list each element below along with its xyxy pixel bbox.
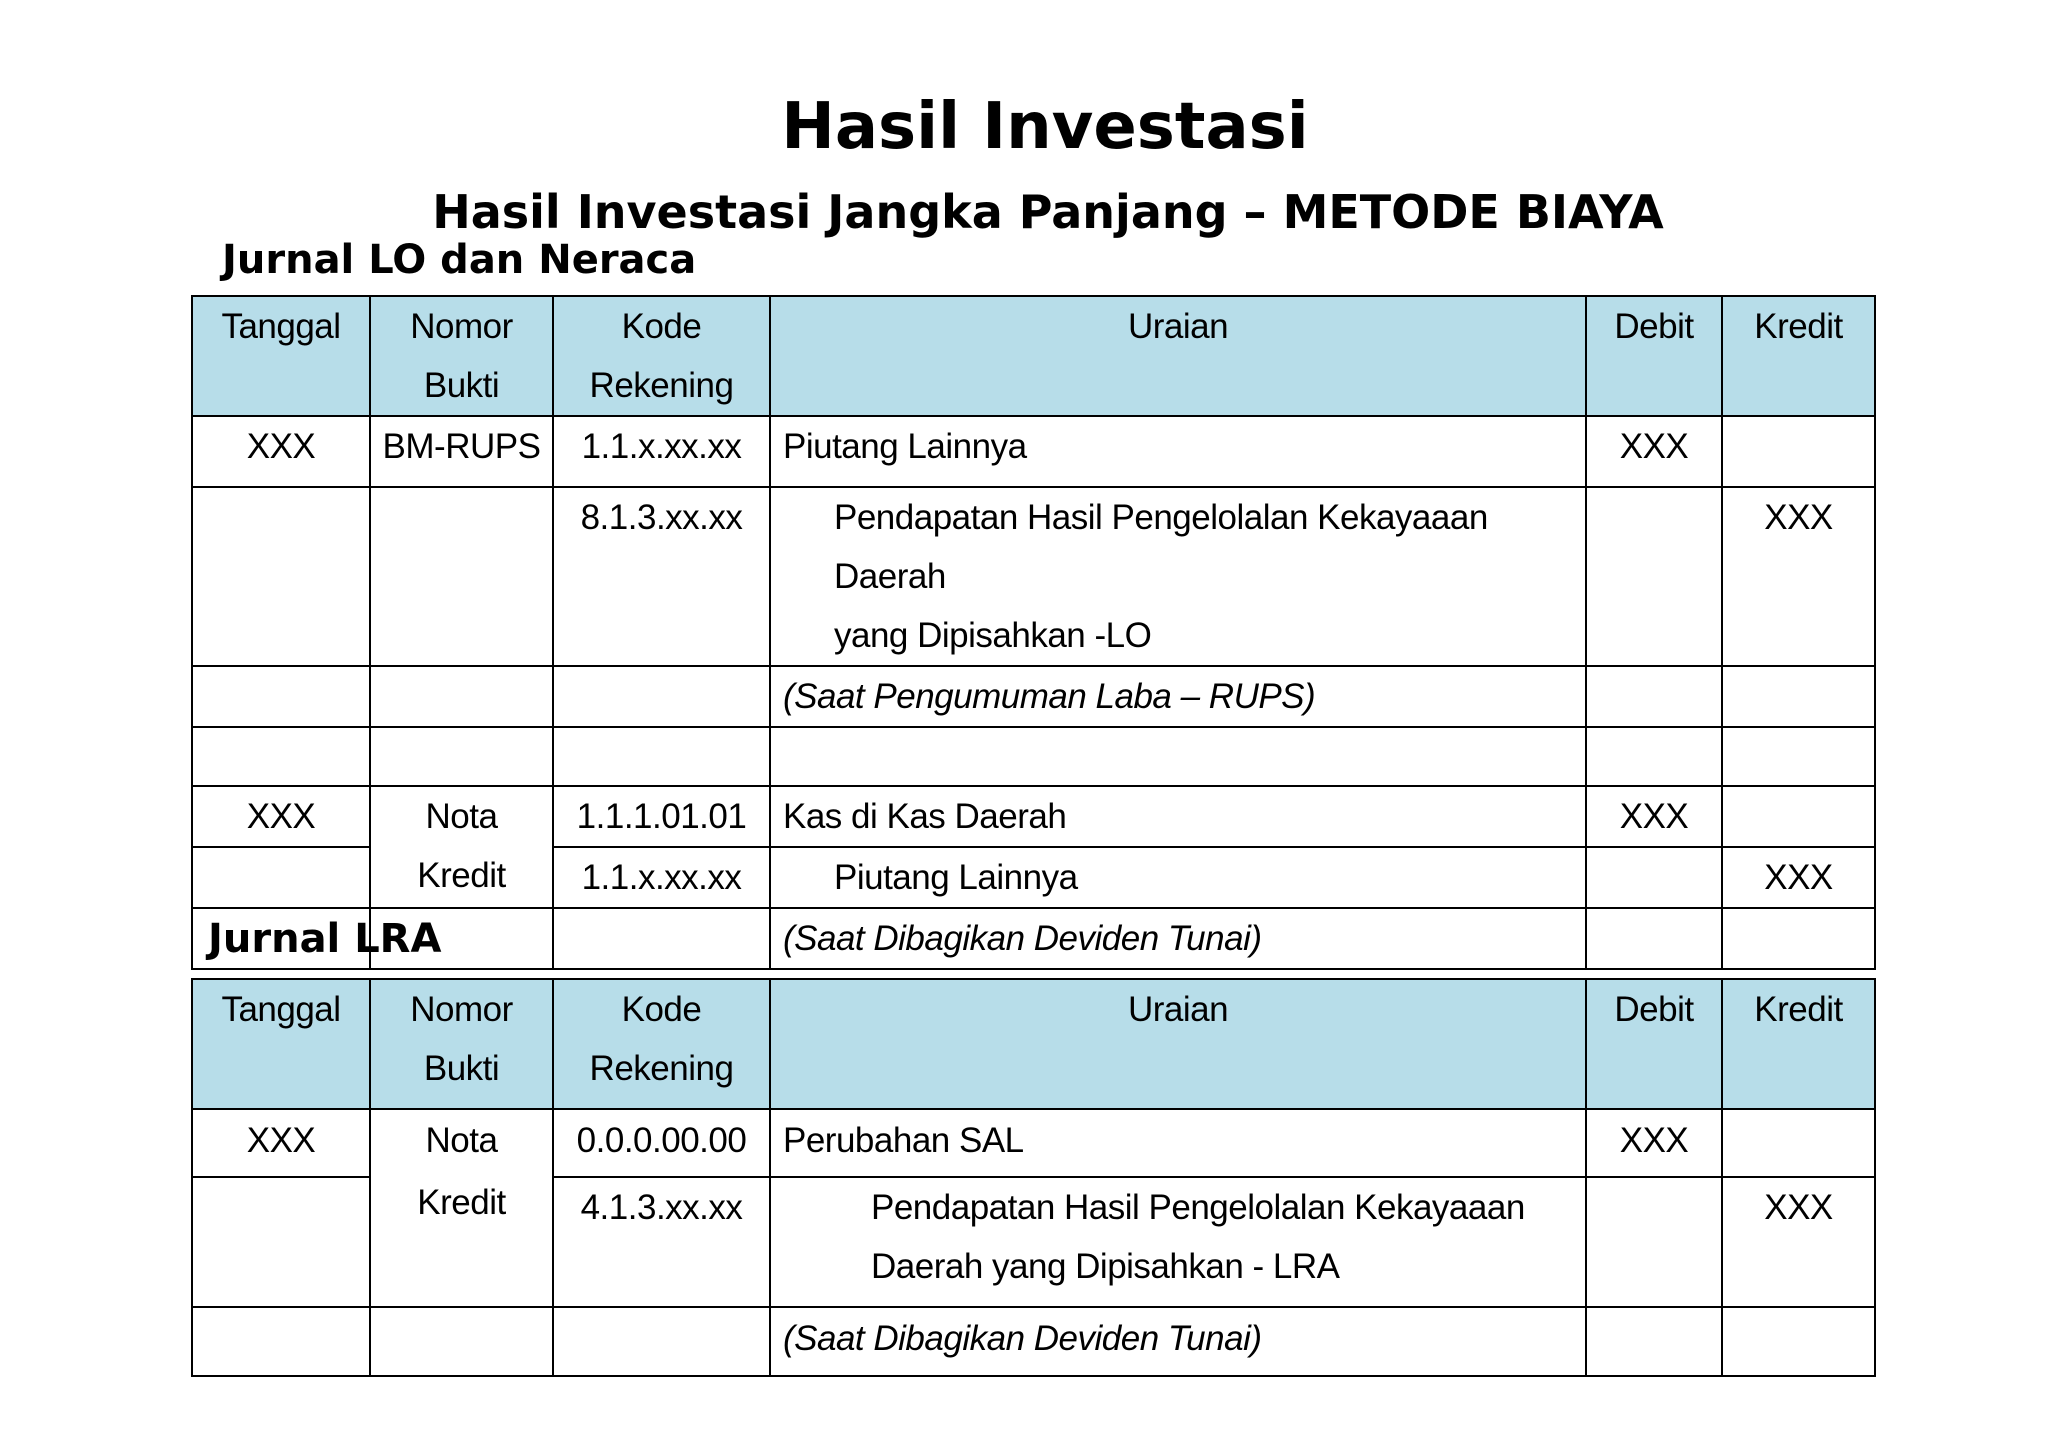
cell-kode-rekening: [553, 908, 770, 969]
cell-debit: XXX: [1586, 416, 1722, 487]
table-row: [192, 666, 1875, 727]
cell-tanggal: XXX: [192, 786, 370, 847]
header-tanggal: Tanggal: [192, 296, 370, 416]
table-row: [192, 786, 1875, 847]
header-kredit: Kredit: [1722, 979, 1875, 1109]
header-uraian: Uraian: [770, 979, 1586, 1109]
table-row-empty: [192, 727, 1875, 786]
header-debit: Debit: [1586, 979, 1722, 1109]
table-row: [192, 1307, 1875, 1376]
cell-debit: [1586, 487, 1722, 666]
cell-kode-rekening: 8.1.3.xx.xx: [553, 487, 770, 666]
header-kredit: Kredit: [1722, 296, 1875, 416]
lo-journal-table: [191, 295, 1876, 970]
cell-nomor-bukti: [370, 1307, 553, 1376]
header-nomor-bukti: Nomor Bukti: [370, 296, 553, 416]
cell-tanggal: [192, 666, 370, 727]
header-tanggal: Tanggal: [192, 979, 370, 1109]
cell-debit: XXX: [1586, 1109, 1722, 1177]
cell-nomor-bukti: BM-RUPS: [370, 416, 553, 487]
cell-kode-rekening: [553, 727, 770, 786]
cell-nomor-bukti: [370, 727, 553, 786]
cell-kredit: [1722, 1109, 1875, 1177]
lra-section-heading: Jurnal LRA: [208, 916, 442, 962]
cell-tanggal: XXX: [192, 416, 370, 487]
page-title: Hasil Investasi: [781, 90, 1309, 164]
table-header-row: [192, 296, 1875, 416]
cell-debit: [1586, 847, 1722, 908]
header-kode-rekening: Kode Rekening: [553, 979, 770, 1109]
table-header-row: [192, 979, 1875, 1109]
cell-kredit: XXX: [1722, 1177, 1875, 1307]
cell-uraian-note: (Saat Dibagikan Deviden Tunai): [770, 908, 1586, 969]
cell-uraian: Kas di Kas Daerah: [770, 786, 1586, 847]
cell-kode-rekening: [553, 666, 770, 727]
cell-kredit: [1722, 666, 1875, 727]
header-uraian: Uraian: [770, 296, 1586, 416]
cell-kode-rekening: 4.1.3.xx.xx: [553, 1177, 770, 1307]
cell-debit: XXX: [1586, 786, 1722, 847]
cell-tanggal: [192, 847, 370, 908]
cell-kredit: [1722, 416, 1875, 487]
header-debit: Debit: [1586, 296, 1722, 416]
cell-uraian-note: (Saat Pengumuman Laba – RUPS): [770, 666, 1586, 727]
cell-kredit: XXX: [1722, 847, 1875, 908]
cell-tanggal: [192, 727, 370, 786]
cell-uraian: Piutang Lainnya: [770, 847, 1586, 908]
cell-uraian: Pendapatan Hasil Pengelolalan Kekayaaan Daerah yang Dipisahkan -LO: [770, 487, 1586, 666]
cell-tanggal: XXX: [192, 1109, 370, 1177]
cell-nomor-bukti: Nota Kredit: [370, 1109, 553, 1307]
cell-debit: [1586, 1307, 1722, 1376]
cell-debit: [1586, 1177, 1722, 1307]
lra-journal-table: [191, 978, 1876, 1377]
cell-tanggal: [192, 1177, 370, 1307]
table-row: [192, 487, 1875, 666]
cell-tanggal: [192, 487, 370, 666]
header-kode-rekening: Kode Rekening: [553, 296, 770, 416]
cell-uraian-note: (Saat Dibagikan Deviden Tunai): [770, 1307, 1586, 1376]
table-row: [192, 1109, 1875, 1177]
cell-debit: [1586, 666, 1722, 727]
header-nomor-bukti: Nomor Bukti: [370, 979, 553, 1109]
cell-kredit: XXX: [1722, 487, 1875, 666]
cell-kredit: [1722, 908, 1875, 969]
cell-kode-rekening: 0.0.0.00.00: [553, 1109, 770, 1177]
page-subtitle: Hasil Investasi Jangka Panjang – METODE BIAYA: [432, 185, 1664, 239]
cell-kredit: [1722, 1307, 1875, 1376]
cell-nomor-bukti: [370, 666, 553, 727]
cell-uraian: Perubahan SAL: [770, 1109, 1586, 1177]
cell-debit: [1586, 727, 1722, 786]
cell-kode-rekening: [553, 1307, 770, 1376]
lo-section-heading: Jurnal LO dan Neraca: [222, 237, 697, 283]
cell-uraian: [770, 727, 1586, 786]
table-row: [192, 416, 1875, 487]
cell-kode-rekening: 1.1.x.xx.xx: [553, 416, 770, 487]
cell-uraian: Piutang Lainnya: [770, 416, 1586, 487]
cell-kredit: [1722, 727, 1875, 786]
cell-tanggal: [192, 1307, 370, 1376]
cell-nomor-bukti: [370, 487, 553, 666]
cell-kode-rekening: 1.1.x.xx.xx: [553, 847, 770, 908]
cell-debit: [1586, 908, 1722, 969]
cell-uraian: Pendapatan Hasil Pengelolalan Kekayaaan Daerah yang Dipisahkan - LRA: [770, 1177, 1586, 1307]
cell-kode-rekening: 1.1.1.01.01: [553, 786, 770, 847]
table-row: [192, 908, 1875, 969]
cell-kredit: [1722, 786, 1875, 847]
cell-nomor-bukti: Nota Kredit: [370, 786, 553, 908]
